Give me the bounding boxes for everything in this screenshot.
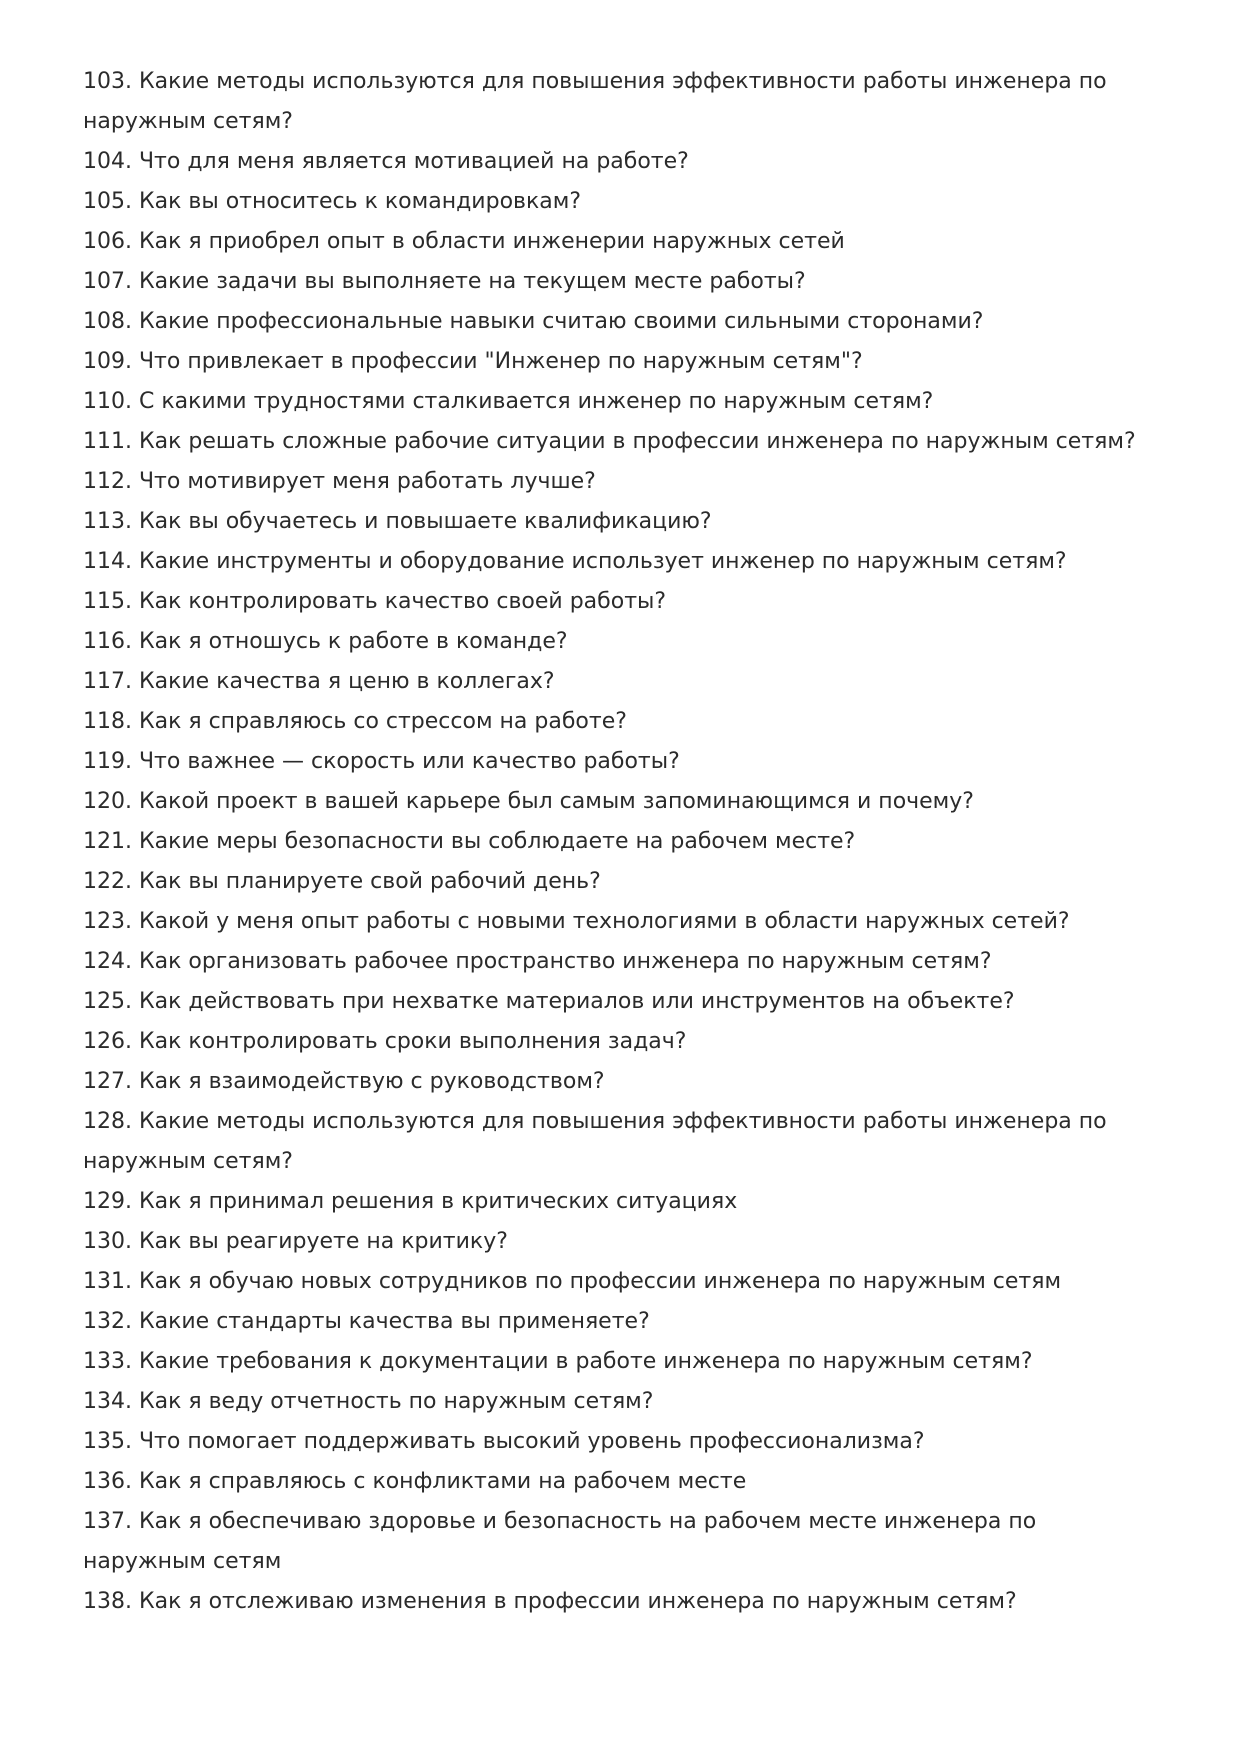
- question-item: 110. С какими трудностями сталкивается инженер по наружным сетям?: [83, 389, 934, 414]
- question-item: 132. Какие стандарты качества вы применяете?: [83, 1309, 650, 1334]
- question-item: 133. Какие требования к документации в работе инженера по наружным сетям?: [83, 1349, 1033, 1374]
- question-item: 120. Какой проект в вашей карьере был самым запоминающимся и почему?: [83, 789, 974, 814]
- question-item: 103. Какие методы используются для повышения эффективности работы инженера по наружным сетям?: [83, 69, 1107, 134]
- question-item: 137. Как я обеспечиваю здоровье и безопасность на рабочем месте инженера по наружным сетям: [83, 1509, 1037, 1574]
- question-item: 125. Как действовать при нехватке материалов или инструментов на объекте?: [83, 989, 1015, 1014]
- question-item: 135. Что помогает поддерживать высокий уровень профессионализма?: [83, 1429, 925, 1454]
- question-item: 117. Какие качества я ценю в коллегах?: [83, 669, 555, 694]
- question-item: 104. Что для меня является мотивацией на работе?: [83, 149, 689, 174]
- question-item: 131. Как я обучаю новых сотрудников по профессии инженера по наружным сетям: [83, 1269, 1062, 1294]
- question-item: 128. Какие методы используются для повышения эффективности работы инженера по наружным сетям?: [83, 1109, 1107, 1174]
- question-item: 107. Какие задачи вы выполняете на текущем месте работы?: [83, 269, 806, 294]
- question-item: 109. Что привлекает в профессии "Инженер по наружным сетям"?: [83, 349, 863, 374]
- question-item: 119. Что важнее — скорость или качество работы?: [83, 749, 680, 774]
- question-item: 123. Какой у меня опыт работы с новыми технологиями в области наружных сетей?: [83, 909, 1070, 934]
- question-item: 112. Что мотивирует меня работать лучше?: [83, 469, 596, 494]
- question-item: 130. Как вы реагируете на критику?: [83, 1229, 508, 1254]
- question-item: 136. Как я справляюсь с конфликтами на рабочем месте: [83, 1469, 747, 1494]
- question-item: 115. Как контролировать качество своей работы?: [83, 589, 667, 614]
- question-item: 118. Как я справляюсь со стрессом на работе?: [83, 709, 627, 734]
- question-item: 108. Какие профессиональные навыки считаю своими сильными сторонами?: [83, 309, 984, 334]
- question-item: 127. Как я взаимодействую с руководством?: [83, 1069, 605, 1094]
- question-item: 122. Как вы планируете свой рабочий день?: [83, 869, 601, 894]
- question-item: 124. Как организовать рабочее пространство инженера по наружным сетям?: [83, 949, 992, 974]
- question-item: 116. Как я отношусь к работе в команде?: [83, 629, 568, 654]
- question-item: 134. Как я веду отчетность по наружным сетям?: [83, 1389, 654, 1414]
- question-item: 106. Как я приобрел опыт в области инженерии наружных сетей: [83, 229, 845, 254]
- question-item: 129. Как я принимал решения в критических ситуациях: [83, 1189, 738, 1214]
- question-item: 126. Как контролировать сроки выполнения задач?: [83, 1029, 687, 1054]
- question-item: 105. Как вы относитесь к командировкам?: [83, 189, 582, 214]
- question-item: 138. Как я отслеживаю изменения в профессии инженера по наружным сетям?: [83, 1589, 1017, 1614]
- question-list: [83, 62, 1163, 1622]
- question-item: 113. Как вы обучаетесь и повышаете квалификацию?: [83, 509, 712, 534]
- question-item: 121. Какие меры безопасности вы соблюдаете на рабочем месте?: [83, 829, 856, 854]
- question-item: 114. Какие инструменты и оборудование использует инженер по наружным сетям?: [83, 549, 1067, 574]
- question-item: 111. Как решать сложные рабочие ситуации в профессии инженера по наружным сетям?: [83, 429, 1136, 454]
